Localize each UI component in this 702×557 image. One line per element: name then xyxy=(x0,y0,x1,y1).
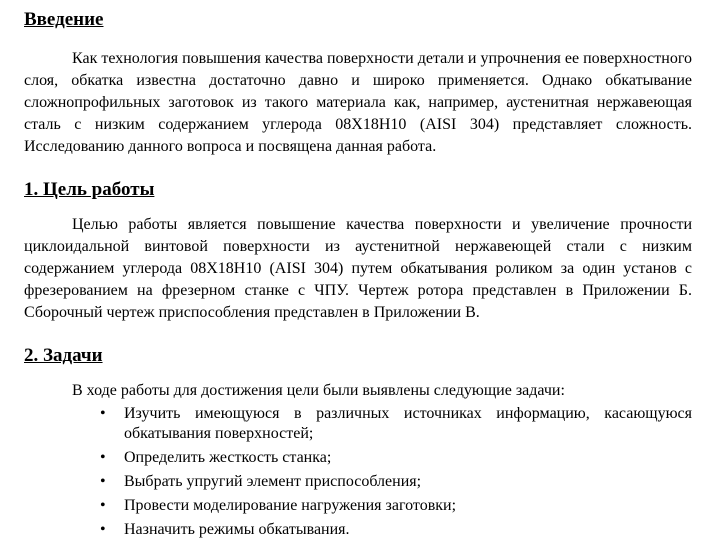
bullet-icon: • xyxy=(100,449,106,466)
task-item xyxy=(24,520,692,540)
tasks-heading: 2. Задачи xyxy=(24,345,103,366)
intro-section xyxy=(24,8,692,158)
bullet-icon: • xyxy=(100,497,106,514)
goal-heading: 1. Цель работы xyxy=(24,179,155,200)
intro-heading: Введение xyxy=(24,9,104,30)
task-item xyxy=(24,496,692,516)
task-text: Назначить режимы обкатывания. xyxy=(124,521,350,538)
document-page xyxy=(24,8,692,544)
tasks-intro: В ходе работы для достижения цели были выявлены следующие задачи: xyxy=(72,382,565,399)
task-item xyxy=(24,448,692,468)
tasks-section xyxy=(24,344,692,540)
intro-paragraph: Как технология повышения качества поверхности детали и упрочнения ее поверхностного слоя, обкатка известна достаточно давно и широко применяется. Однако обкатывание сложнопрофильных заготовок из такого материала как, например, аустенитная нержавеющая сталь с низким содержанием углерода 08Х18Н10 (AISI 304) представляет сложность. Исследованию данного вопроса и посвящена данная работа. xyxy=(24,50,692,155)
bullet-icon: • xyxy=(100,473,106,490)
task-text: Определить жесткость станка; xyxy=(124,449,332,466)
task-text: Выбрать упругий элемент приспособления; xyxy=(124,473,422,490)
bullet-icon: • xyxy=(100,405,106,422)
goal-section xyxy=(24,178,692,324)
goal-paragraph: Целью работы является повышение качества поверхности и увеличение прочности циклоидальной винтовой поверхности из аустенитной нержавеющей стали с низким содержанием углерода 08Х18Н10 (AISI 304) путем обкатывания роликом за один установ с фрезерованием на фрезерном станке с ЧПУ. Чертеж ротора представлен в Приложении Б. Сборочный чертеж приспособления представлен в Приложении В. xyxy=(24,216,692,321)
task-item xyxy=(24,404,692,444)
bullet-icon: • xyxy=(100,521,106,538)
task-list xyxy=(24,404,692,540)
task-text: Изучить имеющуюся в различных источниках информацию, касающуюся обкатывания поверхностей; xyxy=(124,405,692,442)
task-text: Провести моделирование нагружения заготовки; xyxy=(124,497,457,514)
task-item xyxy=(24,472,692,492)
